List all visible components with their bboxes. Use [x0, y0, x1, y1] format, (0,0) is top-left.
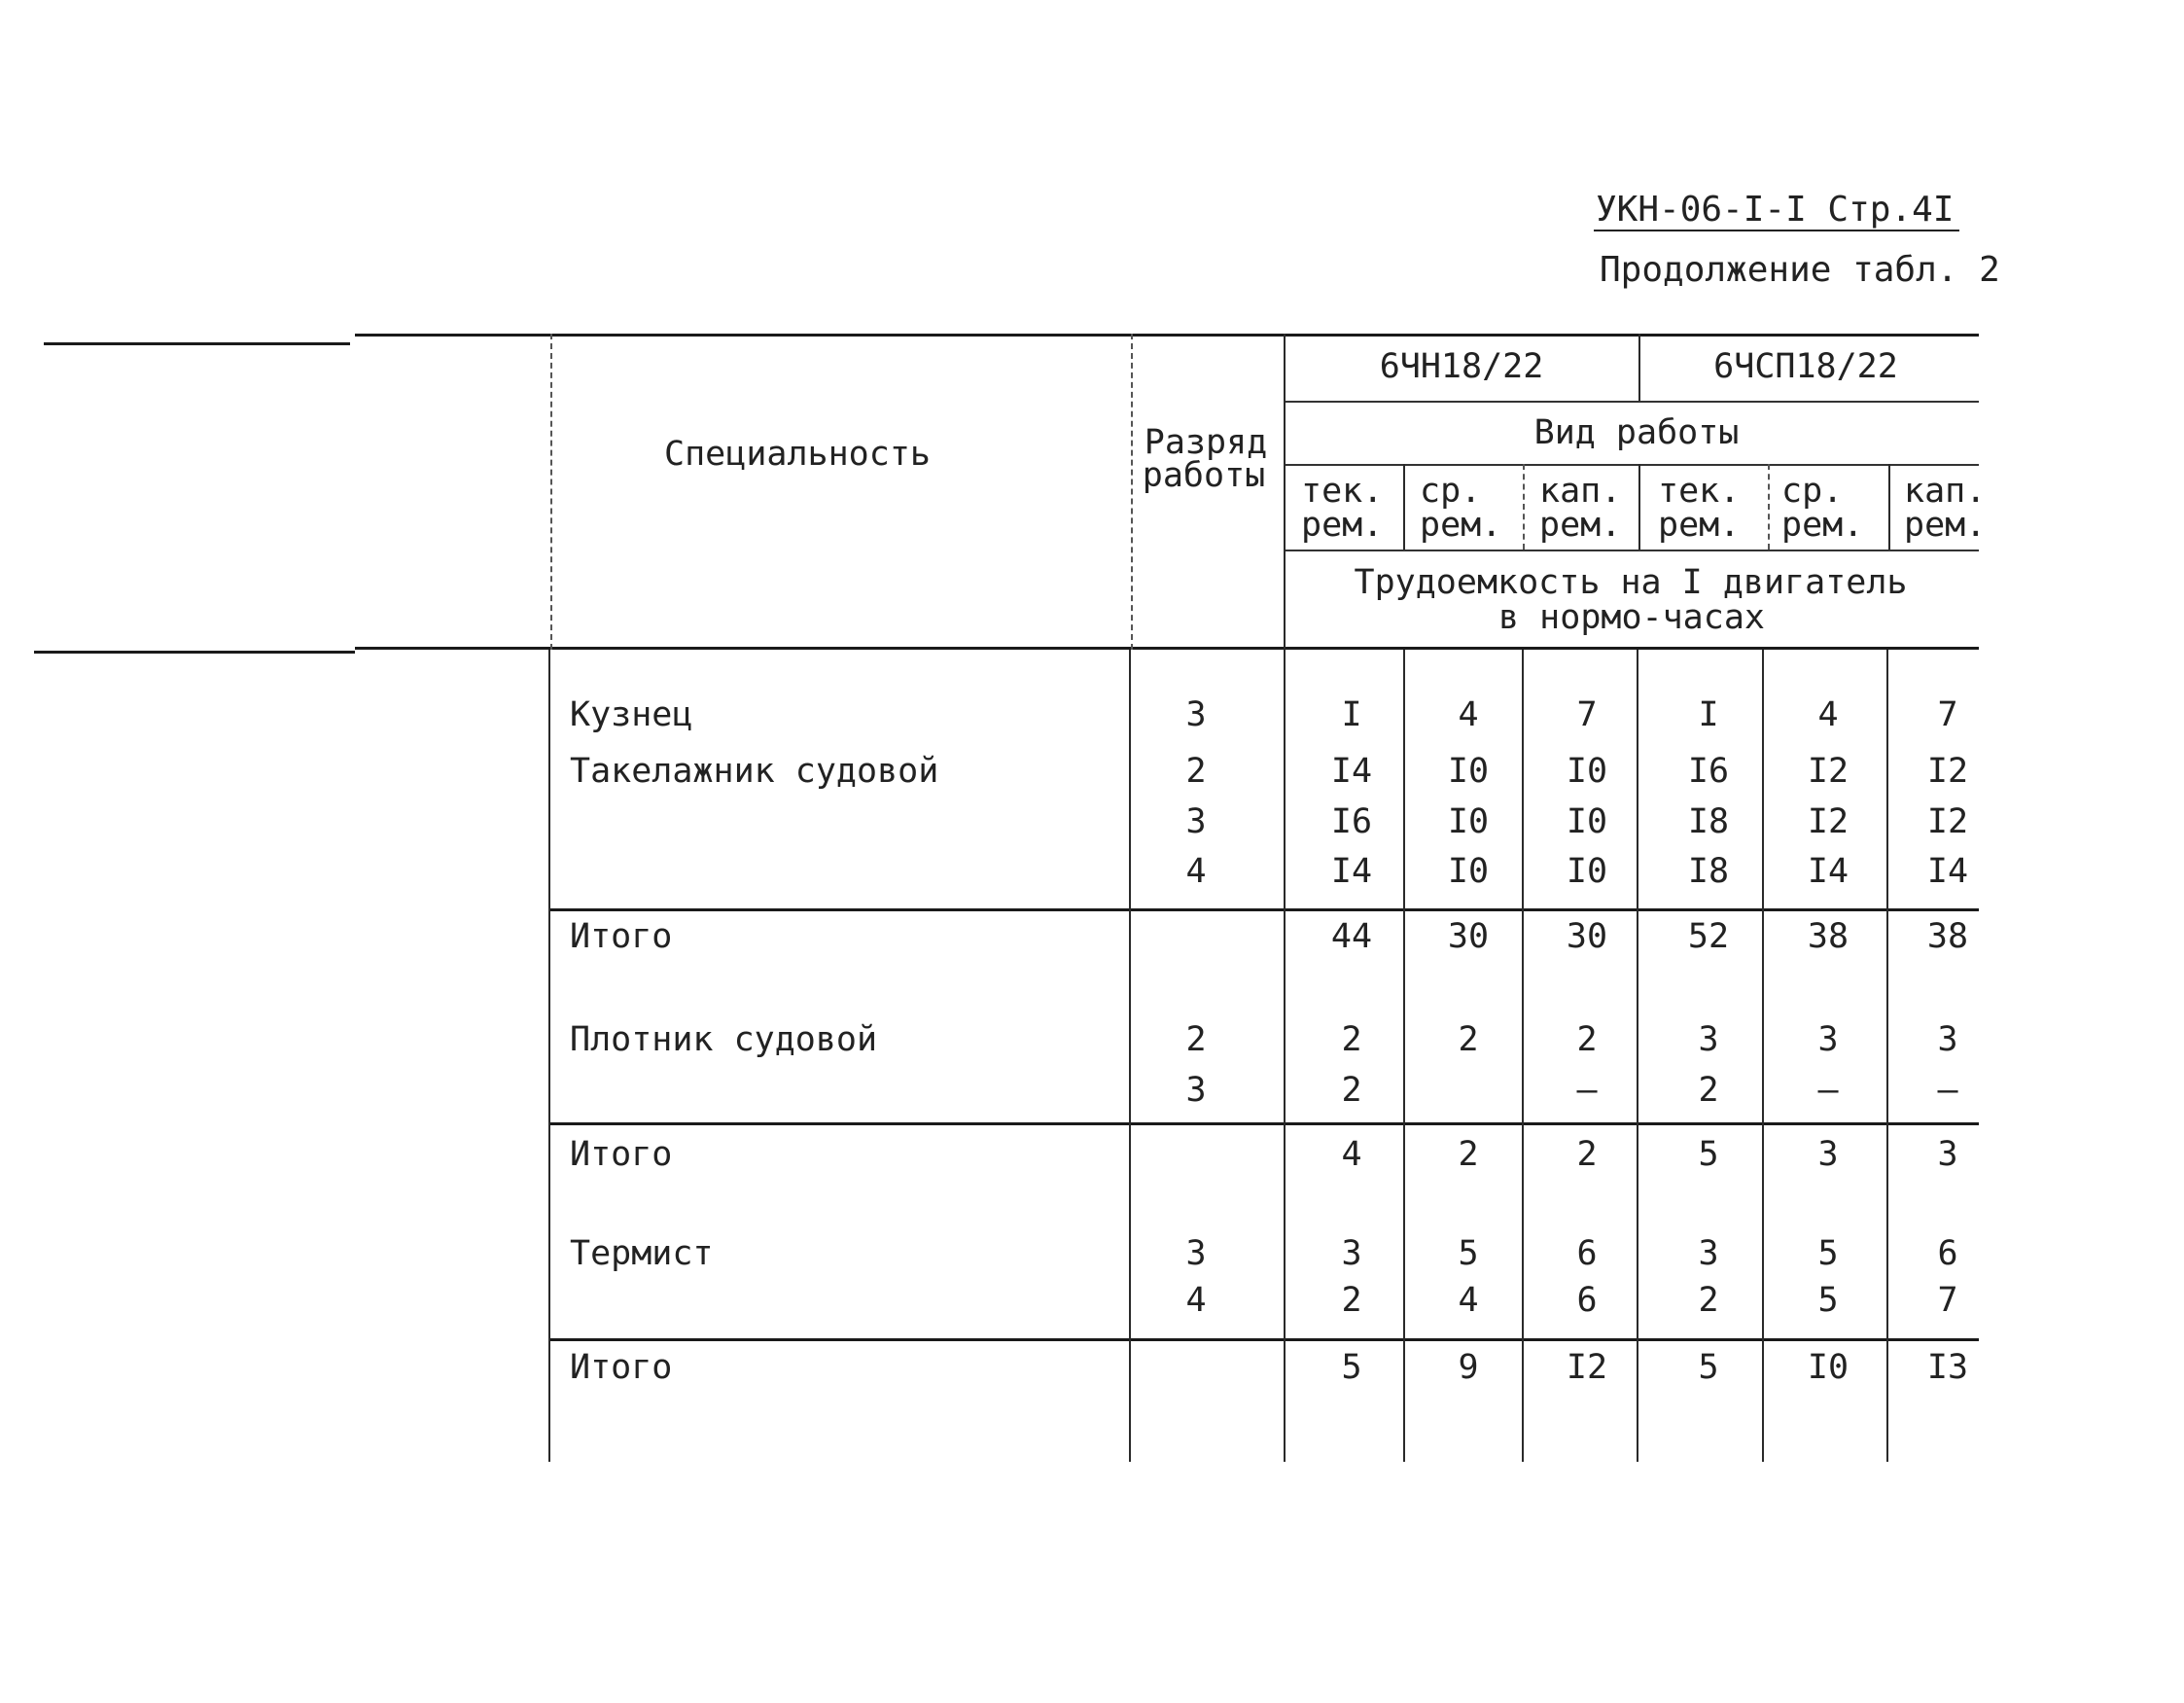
left-margin-rule-top — [44, 342, 350, 345]
cell-value: 44 — [1330, 917, 1373, 956]
col-divider-specialty-header — [550, 334, 552, 650]
subcol-divider-2 — [1522, 650, 1524, 1462]
row-grade: 3 — [1185, 1071, 1207, 1110]
cell-value: 6 — [1937, 1234, 1958, 1273]
cell-value: I4 — [1330, 752, 1373, 791]
row-specialty: Термист — [570, 1234, 714, 1273]
cell-value: 3 — [1817, 1020, 1839, 1059]
cell-value: 2 — [1341, 1071, 1362, 1110]
subcol-divider-1-header — [1403, 464, 1405, 550]
header-grade-line2: работы — [1142, 456, 1266, 495]
cell-value: 7 — [1576, 695, 1598, 734]
subcol-5-line2: рем. — [1781, 506, 1864, 545]
cell-value: 5 — [1817, 1234, 1839, 1273]
cell-value: I3 — [1926, 1348, 1969, 1387]
cell-value: 7 — [1937, 695, 1958, 734]
subcol-4-line2: рем. — [1658, 506, 1741, 545]
document-code: УКН-06-I-I Стр.4I — [1596, 190, 1955, 230]
row-specialty: Плотник судовой — [570, 1020, 878, 1059]
subcol-3-line2: рем. — [1539, 506, 1622, 545]
header-specialty: Специальность — [664, 435, 931, 474]
cell-value: I2 — [1807, 802, 1849, 841]
header-labor-line2: в нормо-часах — [1498, 598, 1765, 637]
subcol-divider-3-header — [1638, 464, 1640, 550]
cell-value: I2 — [1926, 752, 1969, 791]
cell-value: I4 — [1807, 852, 1849, 891]
cell-value: 5 — [1341, 1348, 1362, 1387]
total-rule-2 — [549, 1122, 1979, 1125]
cell-value: 4 — [1458, 695, 1479, 734]
subcol-1-line2: рем. — [1301, 506, 1384, 545]
row-specialty: Итого — [570, 1348, 673, 1387]
cell-value: 2 — [1698, 1071, 1719, 1110]
cell-value: I8 — [1687, 852, 1730, 891]
row-specialty: Итого — [570, 917, 673, 956]
cell-value: I2 — [1566, 1348, 1608, 1387]
cell-value: I4 — [1330, 852, 1373, 891]
total-rule-1 — [549, 908, 1979, 911]
cell-value: I6 — [1330, 802, 1373, 841]
cell-value: 3 — [1698, 1020, 1719, 1059]
cell-value: 38 — [1807, 917, 1849, 956]
cell-value: 4 — [1458, 1281, 1479, 1320]
cell-value: 2 — [1458, 1020, 1479, 1059]
cell-value: – — [1817, 1071, 1839, 1110]
left-margin-rule-bottom — [34, 651, 355, 654]
cell-value: I4 — [1926, 852, 1969, 891]
header-engine-a: 6ЧН18/22 — [1379, 347, 1544, 386]
subcol-2-line2: рем. — [1420, 506, 1502, 545]
cell-value: 30 — [1566, 917, 1608, 956]
cell-value: 4 — [1341, 1135, 1362, 1174]
cell-value: 9 — [1458, 1348, 1479, 1387]
cell-value: 5 — [1698, 1348, 1719, 1387]
cell-value: 30 — [1447, 917, 1490, 956]
subcol-divider-4-header — [1768, 464, 1770, 550]
cell-value: 52 — [1687, 917, 1730, 956]
cell-value: I0 — [1447, 752, 1490, 791]
col-divider-grade — [1129, 650, 1131, 1462]
cell-value: 38 — [1926, 917, 1969, 956]
cell-value: I0 — [1566, 802, 1608, 841]
cell-value: I0 — [1807, 1348, 1849, 1387]
cell-value: 3 — [1937, 1135, 1958, 1174]
subcol-divider-4 — [1762, 650, 1764, 1462]
header-work-type: Вид работы — [1533, 413, 1740, 452]
subcol-divider-1 — [1403, 650, 1405, 1462]
engine-divider — [1638, 334, 1640, 401]
cell-value: I0 — [1566, 752, 1608, 791]
cell-value: I8 — [1687, 802, 1730, 841]
header-bottom-rule — [355, 647, 1979, 650]
header-grade-line1: Разряд — [1144, 423, 1268, 462]
subcol-5-line1: ср. — [1781, 472, 1844, 511]
cell-value: 3 — [1341, 1234, 1362, 1273]
row-grade: 2 — [1185, 752, 1207, 791]
cell-value: 5 — [1817, 1281, 1839, 1320]
row-grade: 4 — [1185, 852, 1207, 891]
table-continuation-label: Продолжение табл. 2 — [1600, 250, 2000, 290]
cell-value: 4 — [1817, 695, 1839, 734]
cell-value: 2 — [1341, 1020, 1362, 1059]
subcol-4-line1: тек. — [1658, 472, 1741, 511]
row-specialty: Такелажник судовой — [570, 752, 939, 791]
subcol-1-line1: тек. — [1301, 472, 1384, 511]
col-divider-specialty — [548, 650, 550, 1462]
row-grade: 2 — [1185, 1020, 1207, 1059]
subcol-3-line1: кап. — [1539, 472, 1622, 511]
subcol-divider-3 — [1637, 650, 1638, 1462]
col-divider-values — [1284, 334, 1286, 1462]
cell-value: 2 — [1341, 1281, 1362, 1320]
cell-value: 5 — [1698, 1135, 1719, 1174]
cell-value: 3 — [1937, 1020, 1958, 1059]
cell-value: 6 — [1576, 1281, 1598, 1320]
row-grade: 3 — [1185, 802, 1207, 841]
cell-value: I0 — [1566, 852, 1608, 891]
row-specialty: Кузнец — [570, 695, 693, 734]
row-grade: 4 — [1185, 1281, 1207, 1320]
subcol-divider-5-header — [1888, 464, 1890, 550]
subcol-6-line1: кап. — [1904, 472, 1987, 511]
subcol-6-line2: рем. — [1904, 506, 1987, 545]
cell-value: I0 — [1447, 852, 1490, 891]
cell-value: I6 — [1687, 752, 1730, 791]
cell-value: I0 — [1447, 802, 1490, 841]
total-rule-3 — [549, 1338, 1979, 1341]
cell-value: 2 — [1458, 1135, 1479, 1174]
row-grade: 3 — [1185, 695, 1207, 734]
row-specialty: Итого — [570, 1135, 673, 1174]
cell-value: I — [1698, 695, 1719, 734]
cell-value: – — [1937, 1071, 1958, 1110]
engine-row-rule — [1284, 401, 1979, 403]
subcol-divider-2-header — [1523, 464, 1525, 550]
work-type-row-rule — [1284, 464, 1979, 466]
cell-value: 2 — [1698, 1281, 1719, 1320]
cell-value: 3 — [1698, 1234, 1719, 1273]
row-grade: 3 — [1185, 1234, 1207, 1273]
cell-value: 3 — [1817, 1135, 1839, 1174]
cell-value: 5 — [1458, 1234, 1479, 1273]
cell-value: 2 — [1576, 1135, 1598, 1174]
subcol-row-rule — [1284, 550, 1979, 551]
header-engine-b: 6ЧСП18/22 — [1713, 347, 1898, 386]
document-code-underline — [1594, 230, 1959, 231]
cell-value: I2 — [1926, 802, 1969, 841]
header-labor-line1: Трудоемкость на I двигатель — [1354, 563, 1908, 602]
subcol-2-line1: ср. — [1420, 472, 1482, 511]
subcol-divider-5 — [1886, 650, 1888, 1462]
cell-value: I — [1341, 695, 1362, 734]
col-divider-grade-header — [1131, 334, 1133, 650]
cell-value: I2 — [1807, 752, 1849, 791]
cell-value: – — [1576, 1071, 1598, 1110]
cell-value: 2 — [1576, 1020, 1598, 1059]
table-top-rule — [355, 334, 1979, 337]
cell-value: 6 — [1576, 1234, 1598, 1273]
cell-value: 7 — [1937, 1281, 1958, 1320]
